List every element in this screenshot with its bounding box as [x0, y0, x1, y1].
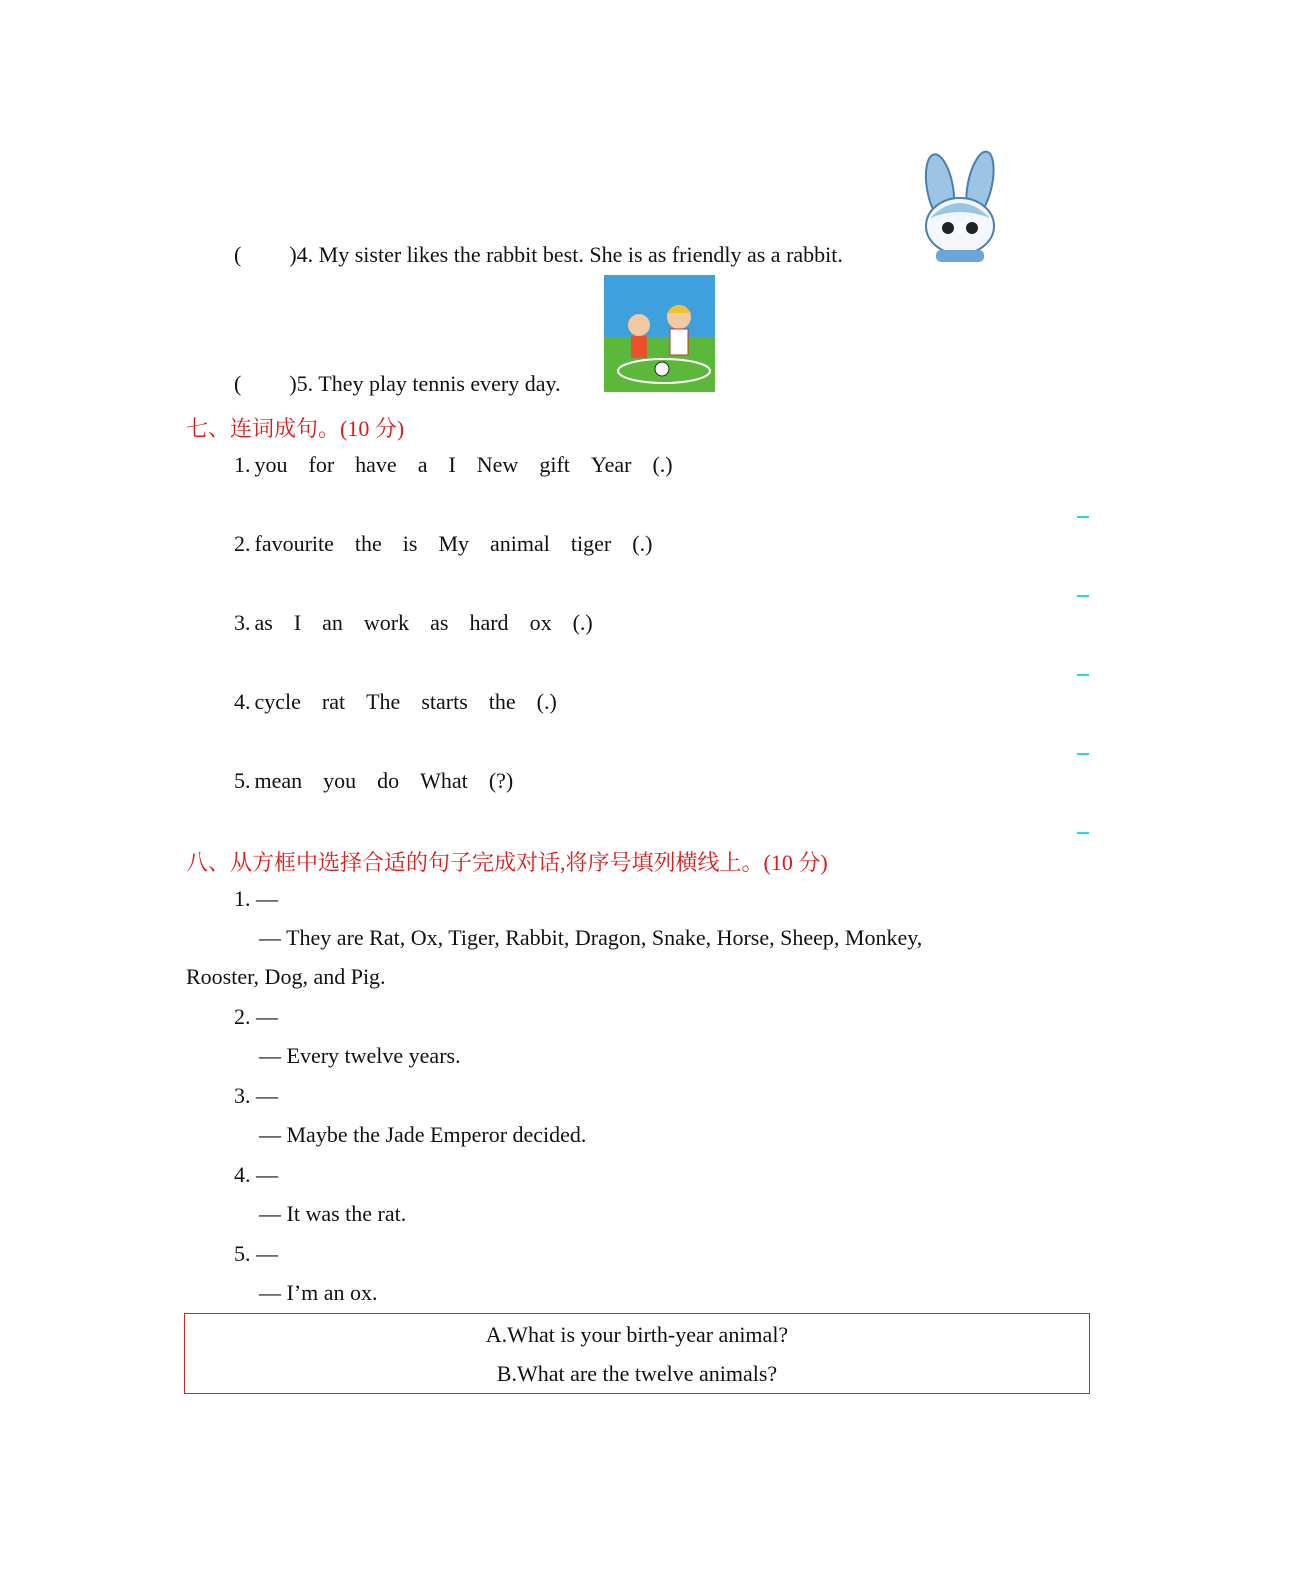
answer-line[interactable] [1077, 753, 1089, 755]
section-8-heading: 八、从方框中选择合适的句子完成对话,将序号填列横线上。(10 分) [186, 850, 828, 875]
item-number: 4. [234, 689, 251, 714]
scramble-item-2 [234, 531, 673, 557]
scramble-item-3 [234, 610, 614, 636]
scramble-word: (.) [652, 452, 673, 477]
answer-paren-open: ( [234, 371, 242, 396]
soccer-image [604, 275, 715, 392]
dialogue-1-question[interactable]: 1. — [234, 886, 278, 911]
scramble-word: What [420, 768, 468, 793]
scramble-word: New [476, 452, 519, 477]
dialogue-2-answer: — Every twelve years. [259, 1043, 461, 1068]
scramble-word: ox [529, 610, 552, 635]
item-number: 2. [234, 531, 251, 556]
scramble-word: as [254, 610, 273, 635]
scramble-word: My [438, 531, 470, 556]
dialogue-2-question[interactable]: 2. — [234, 1004, 278, 1029]
scramble-word: The [366, 689, 401, 714]
scramble-word: (.) [632, 531, 653, 556]
question-text: 5. They play tennis every day. [296, 371, 561, 396]
scramble-word: as [430, 610, 449, 635]
scramble-word: rat [321, 689, 346, 714]
scramble-word: (.) [536, 689, 557, 714]
answer-paren-open: ( [234, 242, 242, 267]
scramble-word: favourite [254, 531, 334, 556]
dialogue-4-question[interactable]: 4. — [234, 1162, 278, 1187]
scramble-word: is [402, 531, 418, 556]
scramble-word: for [308, 452, 335, 477]
section-7-heading: 七、连词成句。(10 分) [186, 416, 405, 441]
answer-paren-close: ) [289, 242, 297, 267]
answer-paren-close: ) [289, 371, 297, 396]
question-4 [234, 242, 843, 268]
scramble-word: work [363, 610, 410, 635]
dialogue-4-answer: — It was the rat. [259, 1201, 407, 1226]
scramble-word: starts [421, 689, 468, 714]
scramble-word: a [417, 452, 428, 477]
scramble-word: Year [590, 452, 632, 477]
dialogue-1-answer: — They are Rat, Ox, Tiger, Rabbit, Dragon, Snake, Horse, Sheep, Monkey, [259, 925, 923, 950]
scramble-word: animal [490, 531, 550, 556]
scramble-word: do [377, 768, 400, 793]
scramble-word: I [448, 452, 456, 477]
answer-line[interactable] [1077, 832, 1089, 834]
option-a: A.What is your birth-year animal? [485, 1322, 789, 1347]
scramble-word: tiger [570, 531, 612, 556]
scramble-word: I [293, 610, 302, 635]
item-number: 3. [234, 610, 251, 635]
dialogue-3-answer: — Maybe the Jade Emperor decided. [259, 1122, 587, 1147]
scramble-word: an [322, 610, 343, 635]
dialogue-1-answer-cont: Rooster, Dog, and Pig. [186, 964, 386, 989]
question-5 [234, 371, 561, 397]
dialogue-5-question[interactable]: 5. — [234, 1241, 278, 1266]
scramble-word: the [354, 531, 382, 556]
scramble-item-1 [234, 452, 694, 478]
scramble-word: cycle [254, 689, 301, 714]
dialogue-3-question[interactable]: 3. — [234, 1083, 278, 1108]
answer-line[interactable] [1077, 595, 1089, 597]
scramble-word: mean [254, 768, 303, 793]
scramble-word: you [323, 768, 357, 793]
scramble-word: you [254, 452, 288, 477]
scramble-word: hard [469, 610, 509, 635]
scramble-word: the [488, 689, 516, 714]
option-b: B.What are the twelve animals? [496, 1361, 778, 1386]
options-box [184, 1313, 1090, 1394]
item-number: 5. [234, 768, 251, 793]
answer-line[interactable] [1077, 516, 1089, 518]
scramble-word: (.) [572, 610, 593, 635]
scramble-item-4 [234, 689, 578, 715]
answer-line[interactable] [1077, 674, 1089, 676]
rabbit-image [918, 148, 1003, 266]
scramble-word: have [355, 452, 397, 477]
scramble-word: gift [539, 452, 570, 477]
item-number: 1. [234, 452, 251, 477]
question-text: 4. My sister likes the rabbit best. She is as friendly as a rabbit. [296, 242, 843, 267]
scramble-item-5 [234, 768, 534, 794]
dialogue-5-answer: — I’m an ox. [259, 1280, 378, 1305]
scramble-word: (?) [488, 768, 514, 793]
